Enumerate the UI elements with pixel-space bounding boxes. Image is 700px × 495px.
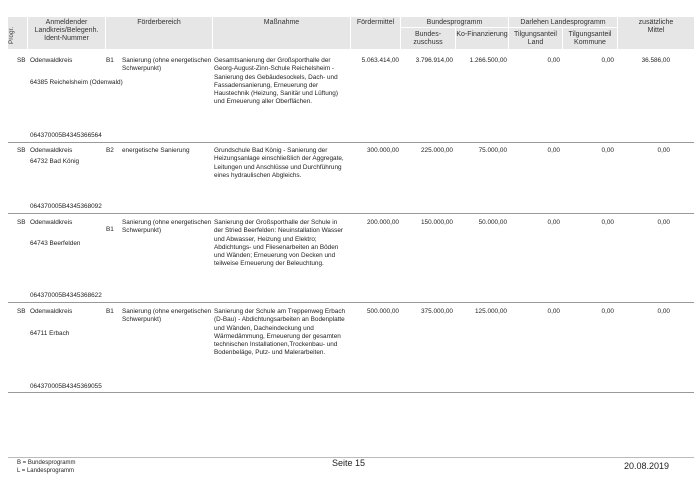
cell-zusaetzliche: 36.586,00 — [641, 57, 670, 64]
legend-bundesprogramm: B = Bundesprogramm — [17, 460, 76, 466]
cell-foerdermittel: 5.063.414,00 — [361, 57, 399, 64]
cell-bereich: Sanierung (ohne energetischen Schwerpunkt) — [122, 308, 212, 324]
header-divider — [509, 27, 617, 28]
cell-kofinanzierung: 125.000,00 — [475, 308, 507, 315]
cell-kreis: Odenwaldkreis — [30, 219, 73, 226]
header-tilgung-land: Tilgungsanteil Land — [514, 31, 557, 46]
cell-prog: SB — [17, 219, 26, 226]
cell-bereich-code: B1 — [106, 226, 114, 233]
cell-zusaetzliche: 0,00 — [657, 147, 670, 154]
header-bundeszuschuss: Bundes- zuschuss — [413, 31, 443, 46]
cell-bundeszuschuss: 225.000,00 — [421, 147, 453, 154]
header-foerdermittel: Fördermittel — [356, 19, 395, 26]
cell-bereich-code: B1 — [106, 308, 114, 315]
cell-prog: SB — [17, 147, 26, 154]
cell-tilgung-land: 0,00 — [547, 147, 560, 154]
cell-prog: SB — [17, 308, 26, 315]
cell-ort: 64743 Beerfelden — [30, 240, 81, 247]
cell-massnahme: Grundschule Bad König - Sanierung der Heizungsanlage einschließlich der Aggregate, Leitungen und Anschlüsse und Durchführung eines hydraulischen Abgleichs. — [214, 147, 344, 179]
cell-bereich-code: B1 — [106, 57, 114, 64]
cell-kreis: Odenwaldkreis — [30, 57, 73, 64]
cell-kofinanzierung: 50.000,00 — [478, 219, 507, 226]
cell-bereich-code: B2 — [106, 147, 114, 154]
cell-tilgung-kommune: 0,00 — [601, 57, 614, 64]
header-prog: Progr. — [8, 26, 15, 44]
legend-landesprogramm: L = Landesprogramm — [17, 468, 74, 474]
header-kofinanzierung: Ko-Finanzierung — [456, 31, 508, 38]
cell-zusaetzliche: 0,00 — [657, 219, 670, 226]
page-number: Seite 15 — [332, 458, 366, 468]
footer-date: 20.08.2019 — [624, 461, 670, 471]
cell-ort: 64385 Reichelsheim (Odenwald) — [30, 79, 123, 86]
cell-massnahme: Sanierung der Schule am Treppenweg Erbach (D-Bau) - Abdichtungsarbeiten an Bodenplatte und Wänden, Dacheindeckung und Wärmedämmung, Erneuerung der gesamten technischen Installationen,Trockenbau- und Bodenbeläge, Putz- und Malerarbeiten. — [214, 308, 346, 357]
cell-tilgung-kommune: 0,00 — [601, 147, 614, 154]
cell-kreis: Odenwaldkreis — [30, 308, 73, 315]
cell-kofinanzierung: 1.266.500,00 — [469, 57, 507, 64]
cell-tilgung-land: 0,00 — [547, 57, 560, 64]
header-zusaetzliche: zusätzliche Mittel — [638, 19, 674, 34]
header-tilgung-kommune: Tilgungsanteil Kommune — [568, 31, 612, 46]
header-antragsteller: Anmeldender Landkreis/Belegenh. Ident-Nummer — [34, 19, 99, 42]
row-divider — [8, 142, 694, 143]
cell-foerdermittel: 500.000,00 — [367, 308, 399, 315]
row-divider — [8, 213, 694, 214]
header-divider — [401, 27, 508, 28]
cell-ort: 64711 Erbach — [30, 330, 70, 337]
cell-ident: 064370005B4345368622 — [30, 292, 102, 299]
cell-bundeszuschuss: 375.000,00 — [421, 308, 453, 315]
cell-kreis: Odenwaldkreis — [30, 147, 73, 154]
cell-tilgung-land: 0,00 — [547, 308, 560, 315]
cell-bereich: energetische Sanierung — [122, 147, 190, 154]
cell-kofinanzierung: 75.000,00 — [478, 147, 507, 154]
cell-ort: 64732 Bad König — [30, 158, 80, 165]
cell-bundeszuschuss: 150.000,00 — [421, 219, 453, 226]
header-massnahme: Maßnahme — [263, 19, 300, 26]
cell-bereich: Sanierung (ohne energetischen Schwerpunkt) — [122, 57, 212, 73]
cell-ident: 064370005B4345368092 — [30, 203, 102, 210]
header-darlehen: Darlehen Landesprogramm — [520, 19, 606, 26]
cell-tilgung-land: 0,00 — [547, 219, 560, 226]
cell-foerdermittel: 300.000,00 — [367, 147, 399, 154]
cell-bereich: Sanierung (ohne energetischen Schwerpunkt) — [122, 219, 212, 235]
cell-ident: 064370005B4345366564 — [30, 132, 102, 139]
header-foerderbereich: Förderbereich — [137, 19, 181, 26]
cell-tilgung-kommune: 0,00 — [601, 308, 614, 315]
cell-massnahme: Sanierung der Großsporthalle der Schule in der Stried Beerfelden: Neuinstallation Wasser und Abwasser, Heizung und Elektro; Abdichtungs- und Fliesenarbeiten an Böden und Wänden; Erneuerung von Decken und teilweise Erneuerung der Beleuchtung. — [214, 219, 344, 268]
row-divider — [8, 392, 694, 393]
cell-bundeszuschuss: 3.796.914,00 — [415, 57, 453, 64]
cell-zusaetzliche: 0,00 — [657, 308, 670, 315]
cell-ident: 064370005B4345369055 — [30, 383, 102, 390]
header-bundesprogramm: Bundesprogramm — [426, 19, 483, 26]
cell-prog: SB — [17, 57, 26, 64]
cell-massnahme: Gesamtsanierung der Großsporthalle der Georg-August-Zinn-Schule Reichelsheim - Sanierung des Gebäudesockels, Dach- und Fassadensanierung, Erneuerung der Haustechnik (Heizung, Sanitär und Lüftung) und Erneuerung aller Oberflächen. — [214, 57, 338, 106]
row-divider — [8, 302, 694, 303]
cell-foerdermittel: 200.000,00 — [367, 219, 399, 226]
cell-tilgung-kommune: 0,00 — [601, 219, 614, 226]
